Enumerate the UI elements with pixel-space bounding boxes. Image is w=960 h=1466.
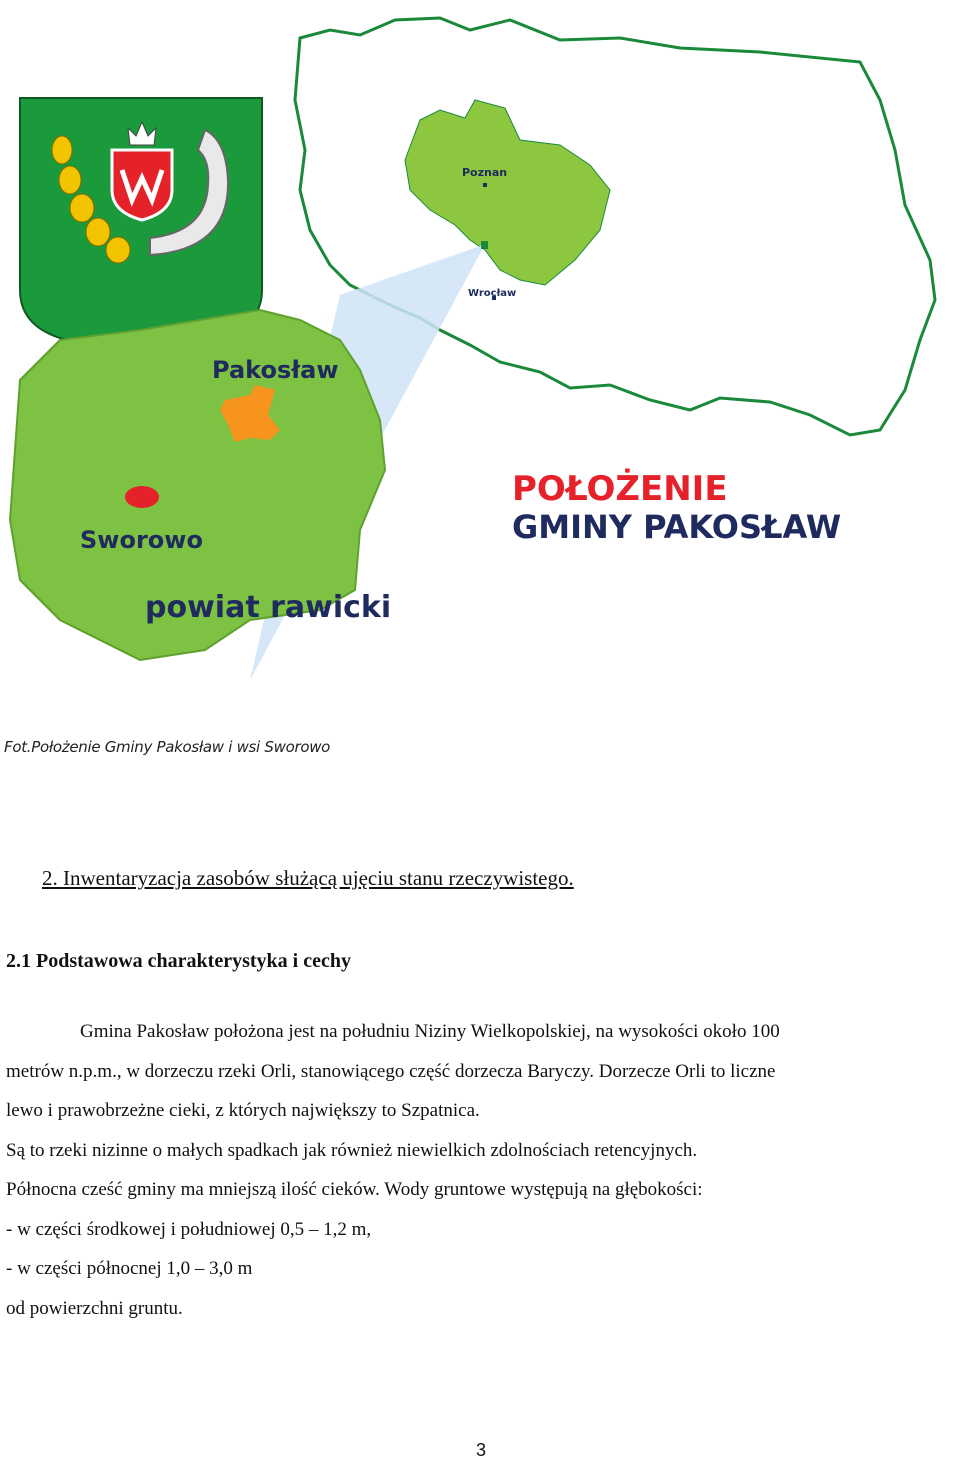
wroclaw-label: Wrocław xyxy=(468,288,517,299)
paragraph-line: od powierzchni gruntu. xyxy=(6,1297,183,1319)
page-number: 3 xyxy=(476,1440,487,1460)
figure-caption: Fot.Położenie Gminy Pakosław i wsi Sworowo xyxy=(4,738,331,756)
subsection-heading: 2.1 Podstawowa charakterystyka i cechy xyxy=(6,950,351,972)
pakoslaw-label: Pakosław xyxy=(212,356,339,384)
paragraph-line: Są to rzeki nizinne o małych spadkach jak również niewielkich zdolnościach retencyjnych. xyxy=(6,1139,698,1161)
paragraph-line: Gmina Pakosław położona jest na południu Niziny Wielkopolskiej, na wysokości około 100 xyxy=(80,1021,780,1042)
section-heading: 2. Inwentaryzacja zasobów służącą ujęciu stanu rzeczywistego. xyxy=(42,866,574,890)
gmina-marker xyxy=(481,241,488,249)
poznan-label: Poznan xyxy=(462,166,508,179)
poznan-marker xyxy=(483,183,487,187)
powiat-label: powiat rawicki xyxy=(145,590,392,625)
body-paragraph xyxy=(6,1012,960,1328)
paragraph-line: Północna cześć gminy ma mniejszą ilość cieków. Wody gruntowe występują na głębokości: xyxy=(6,1179,703,1200)
paragraph-line: metrów n.p.m., w dorzeczu rzeki Orli, stanowiącego część dorzecza Baryczy. Dorzecze Orli to liczne xyxy=(6,1060,776,1082)
figure-title-line2: GMINY PAKOSŁAW xyxy=(512,508,842,546)
paragraph-line: - w części środkowej i południowej 0,5 – 1,2 m, xyxy=(6,1218,372,1240)
paragraph-line: - w części północnej 1,0 – 3,0 m xyxy=(6,1258,253,1279)
location-map-figure xyxy=(0,0,960,700)
figure-title-line1: POŁOŻENIE xyxy=(512,469,728,509)
red-shield-icon xyxy=(112,150,172,220)
sworowo-dot xyxy=(125,486,159,508)
paragraph-line: lewo i prawobrzeżne cieki, z których największy to Szpatnica. xyxy=(6,1100,480,1121)
sworowo-label: Sworowo xyxy=(80,526,203,554)
